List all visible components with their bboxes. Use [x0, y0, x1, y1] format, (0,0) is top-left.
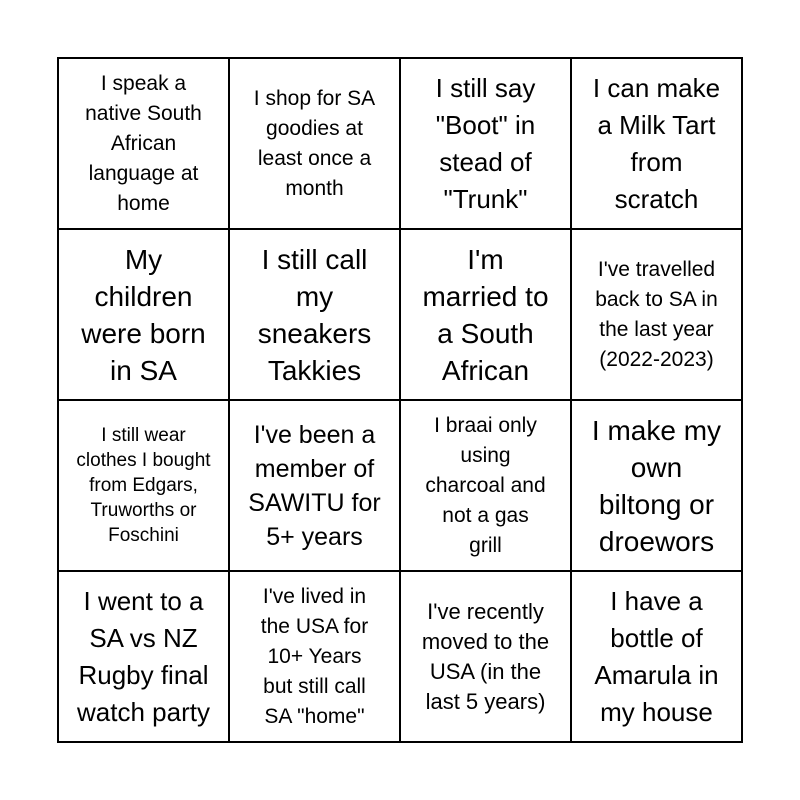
bingo-cell[interactable]	[572, 401, 743, 572]
bingo-cell[interactable]	[572, 572, 743, 743]
bingo-cell-text: I've recently moved to the USA (in the last 5 years)	[421, 598, 550, 714]
bingo-cell-text: I've been a member of SAWITU for 5+ years	[248, 420, 381, 551]
bingo-cell[interactable]	[59, 59, 230, 230]
bingo-cell-text: I still call my sneakers Takkies	[257, 243, 372, 386]
bingo-cell-text: I make my own biltong or droewors	[591, 414, 722, 557]
bingo-cell-text: I went to a SA vs NZ Rugby final watch party	[77, 585, 210, 727]
bingo-cell[interactable]	[401, 230, 572, 401]
bingo-cell[interactable]	[401, 401, 572, 572]
bingo-cell[interactable]	[230, 572, 401, 743]
bingo-cell[interactable]	[230, 230, 401, 401]
bingo-cell[interactable]	[230, 401, 401, 572]
bingo-cell[interactable]	[59, 401, 230, 572]
bingo-cell-text: I can make a Milk Tart from scratch	[592, 72, 721, 214]
bingo-cell-text: I've lived in the USA for 10+ Years but still call SA "home"	[260, 584, 369, 728]
bingo-cell[interactable]	[59, 572, 230, 743]
bingo-cell-text: My children were born in SA	[81, 243, 206, 386]
bingo-cell-text: I braai only using charcoal and not a gas grill	[425, 413, 546, 557]
bingo-cell-text: I'm married to a South African	[422, 243, 549, 386]
bingo-cell[interactable]	[59, 230, 230, 401]
bingo-cell-text: I've travelled back to SA in the last year (2022-2023)	[595, 257, 718, 371]
bingo-cell[interactable]	[230, 59, 401, 230]
bingo-cell[interactable]	[572, 59, 743, 230]
bingo-cell[interactable]	[401, 59, 572, 230]
bingo-cell-text: I still wear clothes I bought from Edgars, Truworths or Foschini	[76, 425, 211, 546]
bingo-board	[57, 57, 743, 743]
bingo-cell-text: I have a bottle of Amarula in my house	[594, 585, 719, 727]
bingo-cell-text: I shop for SA goodies at least once a month	[253, 86, 376, 200]
bingo-cell[interactable]	[401, 572, 572, 743]
bingo-cell-text: I speak a native South African language at home	[85, 71, 202, 215]
bingo-cell[interactable]	[572, 230, 743, 401]
bingo-cell-text: I still say "Boot" in stead of "Trunk"	[435, 72, 536, 214]
